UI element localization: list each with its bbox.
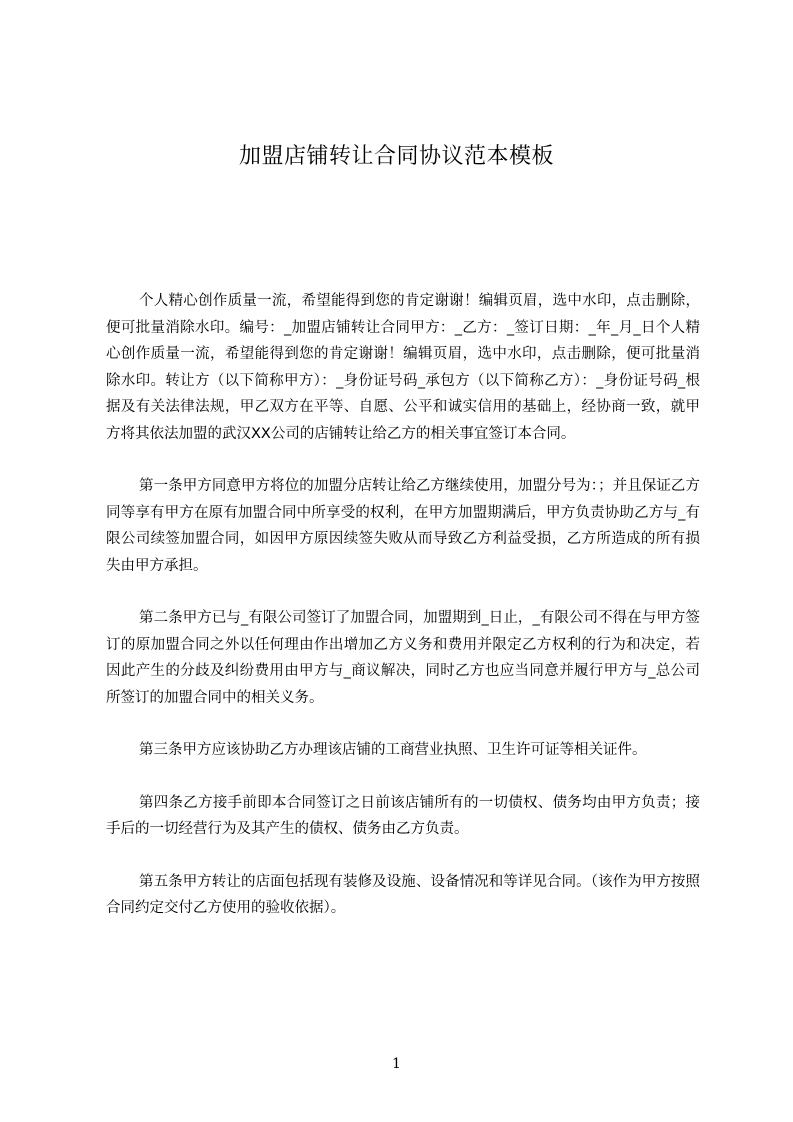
paragraph-intro: 个人精心创作质量一流，希望能得到您的肯定谢谢！编辑页眉，选中水印，点击删除，便可批量消除水印。编号：_加盟店铺转让合同甲方：_乙方：_签订日期：_年_月_日个人精心创作质量一流，希望能得到您的肯定谢谢！编辑页眉，选中水印，点击删除，便可批量消除水印。转让方（以下简称甲方）：_身份证号码_承包方（以下简称乙方）：_身份证号码_根据及有关法律法规，甲乙双方在平等、自愿、公平和诚实信用的基础上，经协商一致，就甲方将其依法加盟的武汉XX公司的店铺转让给乙方的相关事宜签订本合同。: [106, 293, 700, 442]
page-number: 1: [392, 1056, 401, 1072]
paragraph-article-2: 第二条甲方已与_有限公司签订了加盟合同，加盟期到_日止，_有限公司不得在与甲方签订的原加盟合同之外以任何理由作出增加乙方义务和费用并限定乙方权利的行为和决定，若因此产生的分歧及纠纷费用由甲方与_商议解决，同时乙方也应当同意并履行甲方与_总公司所签订的加盟合同中的相关义务。: [106, 610, 700, 706]
document-body: [106, 288, 700, 922]
paragraph-article-4: 第四条乙方接手前即本合同签订之日前该店铺所有的一切债权、债务均由甲方负责；接手后的一切经营行为及其产生的债权、债务由乙方负责。: [106, 794, 700, 837]
paragraph-article-3: 第三条甲方应该协助乙方办理该店铺的工商营业执照、卫生许可证等相关证件。: [139, 742, 647, 758]
paragraph-article-1: 第一条甲方同意甲方将位的加盟分店转让给乙方继续使用，加盟分号为：；并且保证乙方同等享有甲方在原有加盟合同中所享受的权利，在甲方加盟期满后，甲方负责协助乙方与_有限公司续签加盟合同，如因甲方原因续签失败从而导致乙方利益受损，乙方所造成的所有损失由甲方承担。: [106, 478, 700, 574]
paragraph-article-5: 第五条甲方转让的店面包括现有装修及设施、设备情况和等详见合同。（该作为甲方按照合同约定交付乙方使用的验收依据）。: [106, 873, 700, 916]
document-title: 加盟店铺转让合同协议范本模板: [238, 144, 554, 169]
